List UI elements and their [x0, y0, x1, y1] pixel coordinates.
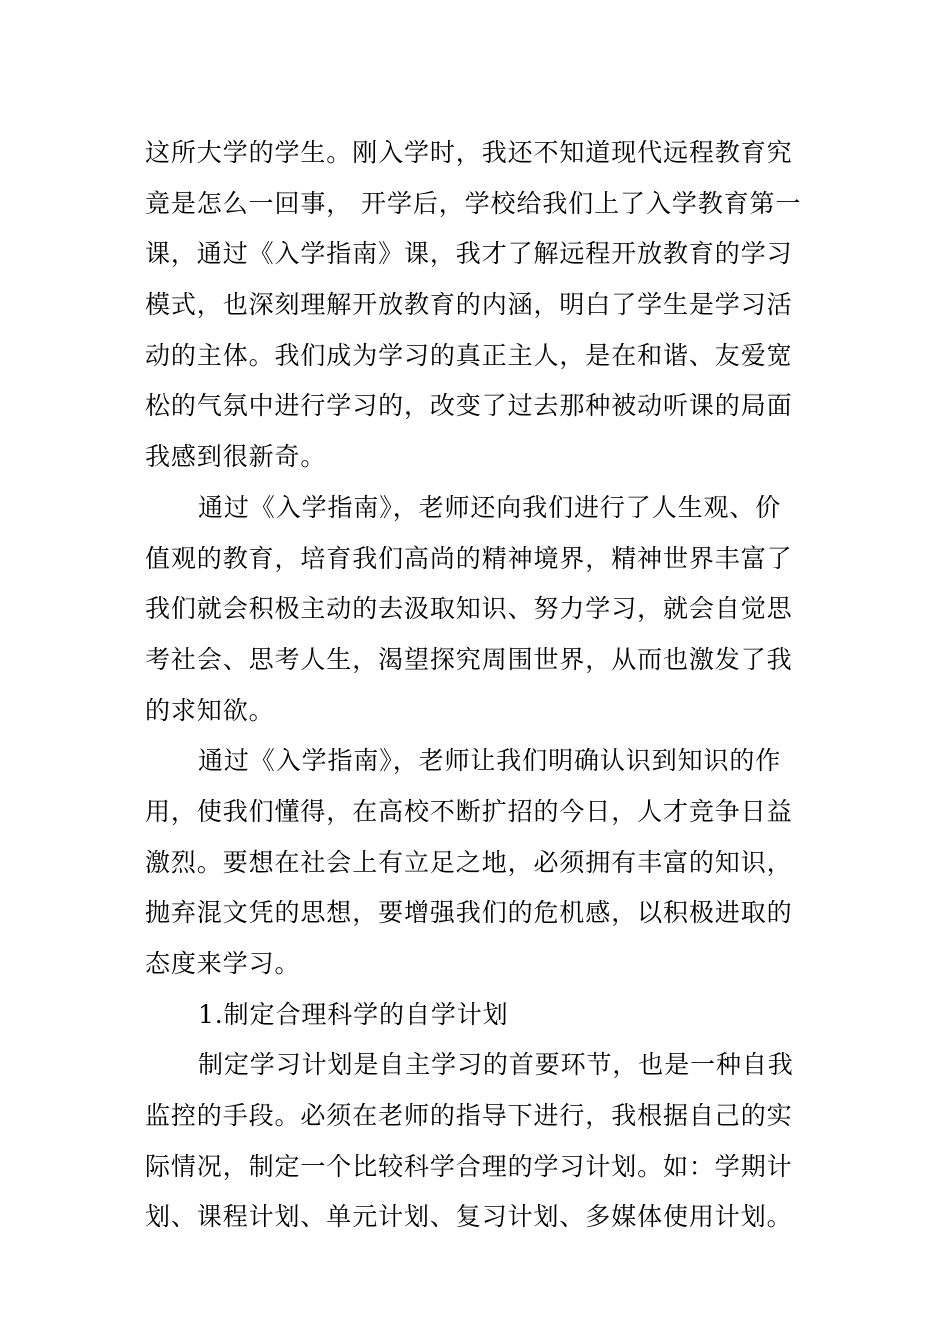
text-line: 监控的手段。必须在老师的指导下进行，我根据自己的实 [145, 1101, 793, 1131]
text-line: 激烈。要想在社会上有立足之地，必须拥有丰富的知识， [145, 847, 793, 877]
text-line: 用，使我们懂得，在高校不断扩招的今日，人才竞争日益 [145, 796, 793, 826]
text-line: 竟是怎么一回事， 开学后，学校给我们上了入学教育第一 [145, 188, 802, 218]
text-line: 通过《入学指南》，老师还向我们进行了人生观、价 [198, 492, 782, 522]
text-line: 课，通过《入学指南》课，我才了解远程开放教育的学习 [145, 239, 793, 269]
text-line: 考社会、思考人生，渴望探究周围世界，从而也激发了我 [145, 644, 793, 674]
text-line: 我感到很新奇。 [145, 442, 327, 472]
text-line: 1.制定合理科学的自学计划 [198, 999, 509, 1029]
text-line: 制定学习计划是自主学习的首要环节，也是一种自我 [198, 1050, 794, 1080]
text-line: 通过《入学指南》，老师让我们明确认识到知识的作 [198, 746, 782, 776]
text-line: 划、课程计划、单元计划、复习计划、多媒体使用计划。 [145, 1202, 793, 1232]
text-line: 态度来学习。 [145, 949, 301, 978]
text-line: 松的气氛中进行学习的，改变了过去那种被动听课的局面 [145, 391, 793, 421]
text-line: 际情况，制定一个比较科学合理的学习计划。如：学期计 [145, 1151, 793, 1181]
text-line: 这所大学的学生。刚入学时，我还不知道现代远程教育究 [145, 138, 793, 167]
text-line: 我们就会积极主动的去汲取知识、努力学习，就会自觉思 [145, 594, 793, 624]
text-line: 动的主体。我们成为学习的真正主人，是在和谐、友爱宽 [145, 340, 793, 370]
text-line: 值观的教育，培育我们高尚的精神境界，精神世界丰富了 [145, 543, 793, 573]
text-line: 的求知欲。 [145, 695, 275, 725]
text-line: 抛弃混文凭的思想，要增强我们的危机感，以积极进取的 [145, 898, 793, 928]
document-body-text [145, 128, 810, 1243]
text-line: 模式，也深刻理解开放教育的内涵，明白了学生是学习活 [145, 290, 793, 320]
